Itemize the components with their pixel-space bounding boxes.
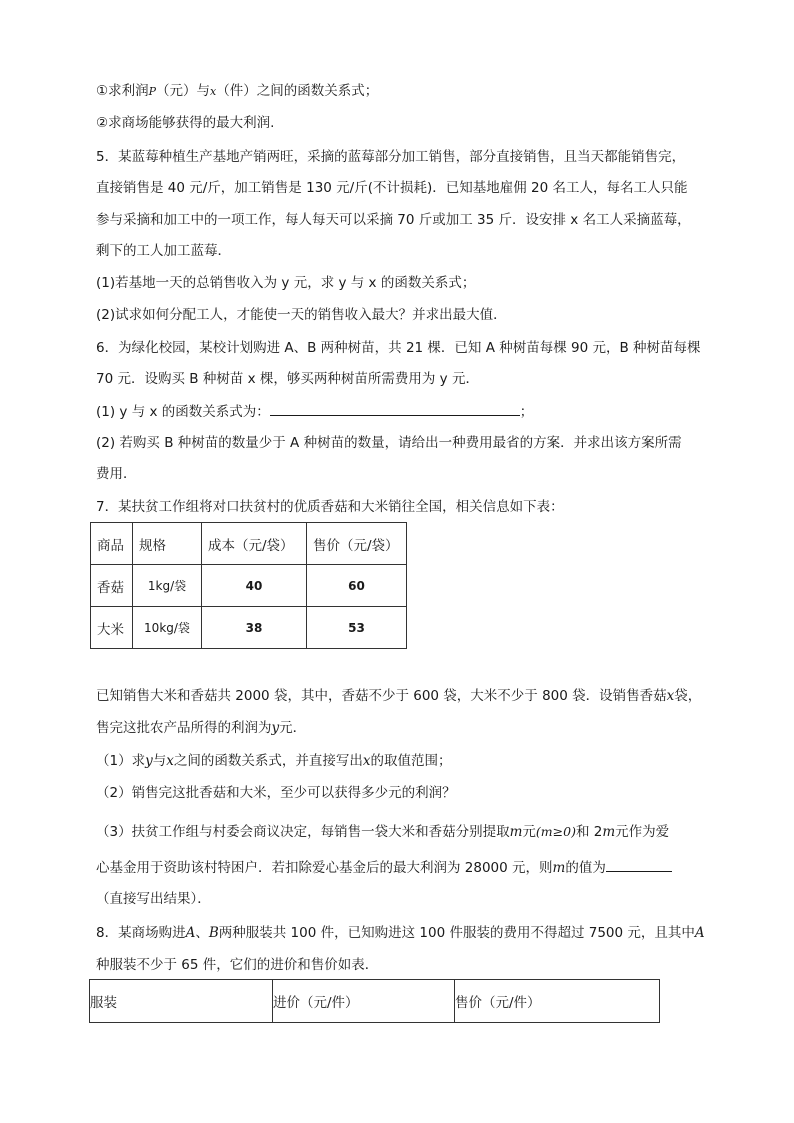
q7-intro: 7．某扶贫工作组将对口扶贫村的优质香菇和大米销往全国，相关信息如下表： — [96, 499, 564, 515]
var-m: m — [509, 824, 523, 840]
q7-sub3-cont — [96, 857, 672, 878]
q7-sub3-cont-text: 心基金用于资助该村特困户．若扣除爱心基金后的最大利润为 28000 元，则 — [96, 860, 553, 876]
q7-table — [90, 522, 407, 649]
q7-para-2-end: 元． — [279, 720, 307, 736]
var-B: B — [208, 925, 219, 941]
q7-sub1-text-b: 与 — [152, 753, 167, 769]
q7-sub3-note: （直接写出结果）． — [96, 891, 211, 907]
q7-para-1 — [96, 686, 701, 706]
table-header-cell: 售价（元/件） — [455, 980, 660, 1023]
table-header-cell: 进价（元/件） — [273, 980, 455, 1023]
q5-sub1: (1)若基地一天的总销售收入为 y 元，求 y 与 x 的函数关系式； — [96, 275, 476, 291]
q7-para-2-text: 售完这批农产品所得的利润为 — [96, 720, 272, 736]
answer-blank[interactable] — [270, 401, 520, 416]
q5-line-3: 参与采摘和加工中的一项工作，每人每天可以采摘 70 斤或加工 35 斤．设安排 x 名工人采摘蓝莓， — [96, 212, 691, 228]
table-header-cell: 商品 — [91, 523, 133, 565]
table-header-row — [91, 523, 407, 565]
q8-table — [89, 979, 660, 1023]
q4-sub1 — [96, 81, 378, 102]
q5-line-1: 5．某蓝莓种植生产基地产销两旺，采摘的蓝莓部分加工销售，部分直接销售，且当天都能销售完， — [96, 149, 686, 165]
q6-sub1-text: (1) y 与 x 的函数关系式为： — [96, 404, 270, 420]
q7-para-1-text: 已知销售大米和香菇共 2000 袋，其中，香菇不少于 600 袋，大米不少于 800 袋．设销售香菇 — [96, 688, 667, 704]
q7-sub3 — [96, 822, 669, 842]
q5-line-4: 剩下的工人加工蓝莓． — [96, 243, 231, 259]
var-x: x — [210, 85, 217, 98]
q7-sub3-text-a: （3）扶贫工作组与村委会商议决定，每销售一袋大米和香菇分别提取 — [96, 824, 510, 840]
q6-sub2-cont: 费用． — [96, 466, 137, 482]
var-x: x — [166, 753, 174, 769]
var-A: A — [185, 925, 196, 941]
var-A: A — [694, 925, 705, 941]
table-cell: 大米 — [91, 607, 133, 649]
var-p: P — [148, 85, 157, 98]
table-cell: 香菇 — [91, 565, 133, 607]
q8-separator: 、 — [195, 925, 209, 941]
q8-line-1-text-b: 两种服装共 100 件，已知购进这 100 件服装的费用不得超过 7500 元，且其中 — [218, 925, 695, 941]
q7-sub3-condition: (m≥0) — [535, 824, 576, 839]
q8-line-1 — [96, 923, 705, 943]
table-cell: 53 — [307, 607, 407, 649]
table-header-cell: 规格 — [133, 523, 202, 565]
table-cell: 38 — [202, 607, 307, 649]
q6-line-1: 6．为绿化校园，某校计划购进 A、B 两种树苗，共 21 棵．已知 A 种树苗每棵 90 元，B 种树苗每棵 — [96, 340, 701, 356]
q6-line-2: 70 元．设购买 B 种树苗 x 棵，够买两种树苗所需费用为 y 元． — [96, 371, 479, 387]
var-m: m — [552, 860, 566, 876]
q5-sub2: (2)试求如何分配工人，才能使一天的销售收入最大？并求出最大值． — [96, 307, 507, 323]
table-row — [91, 565, 407, 607]
table-cell: 10kg/袋 — [133, 607, 202, 649]
table-header-cell: 售价（元/袋） — [307, 523, 407, 565]
table-row — [91, 607, 407, 649]
table-header-cell: 成本（元/袋） — [202, 523, 307, 565]
q7-para-2 — [96, 718, 306, 738]
table-header-cell: 服装 — [90, 980, 273, 1023]
table-cell: 60 — [307, 565, 407, 607]
q5-line-2: 直接销售是 40 元/斤，加工销售是 130 元/斤(不计损耗)．已知基地雇佣 20 名工人，每名工人只能 — [96, 180, 688, 196]
q7-sub1 — [96, 751, 451, 771]
answer-blank[interactable] — [606, 857, 672, 872]
q7-sub1-text-c: 之间的函数关系式，并直接写出 — [173, 753, 363, 769]
q7-sub1-text-d: 的取值范围； — [370, 753, 452, 769]
q7-sub2: （2）销售完这批香菇和大米，至少可以获得多少元的利润？ — [96, 785, 456, 801]
q7-sub1-text-a: （1）求 — [96, 753, 146, 769]
q6-sub1-end: ； — [519, 404, 534, 420]
table-header-row — [90, 980, 660, 1023]
var-x: x — [666, 688, 675, 704]
q4-sub2: ②求商场能够获得的最大利润. — [96, 115, 275, 131]
q6-sub1 — [96, 401, 533, 422]
table-cell: 40 — [202, 565, 307, 607]
q7-sub3-text-c: 和 2 — [575, 824, 603, 840]
var-y: y — [271, 720, 280, 736]
q8-line-1-text-a: 8．某商场购进 — [96, 925, 186, 941]
q7-para-1-end: 袋， — [674, 688, 702, 704]
var-x: x — [362, 753, 371, 769]
q8-line-2: 种服装不少于 65 件，它们的进价和售价如表． — [96, 957, 379, 973]
q7-sub3-text-d: 元作为爱 — [615, 824, 670, 840]
var-m: m — [602, 824, 616, 840]
table-cell: 1kg/袋 — [133, 565, 202, 607]
q4-sub1-text-b: （元）与 — [156, 83, 211, 99]
q4-sub1-text-c: （件）之间的函数关系式； — [216, 83, 379, 99]
var-y: y — [145, 753, 153, 769]
q4-sub1-text-a: ①求利润 — [96, 83, 149, 99]
q7-sub3-text-b: 元 — [522, 824, 536, 840]
q7-sub3-cont-end: 的值为 — [565, 860, 606, 876]
q6-sub2: (2) 若购买 B 种树苗的数量少于 A 种树苗的数量，请给出一种费用最省的方案．并求出该方案所需 — [96, 435, 682, 451]
